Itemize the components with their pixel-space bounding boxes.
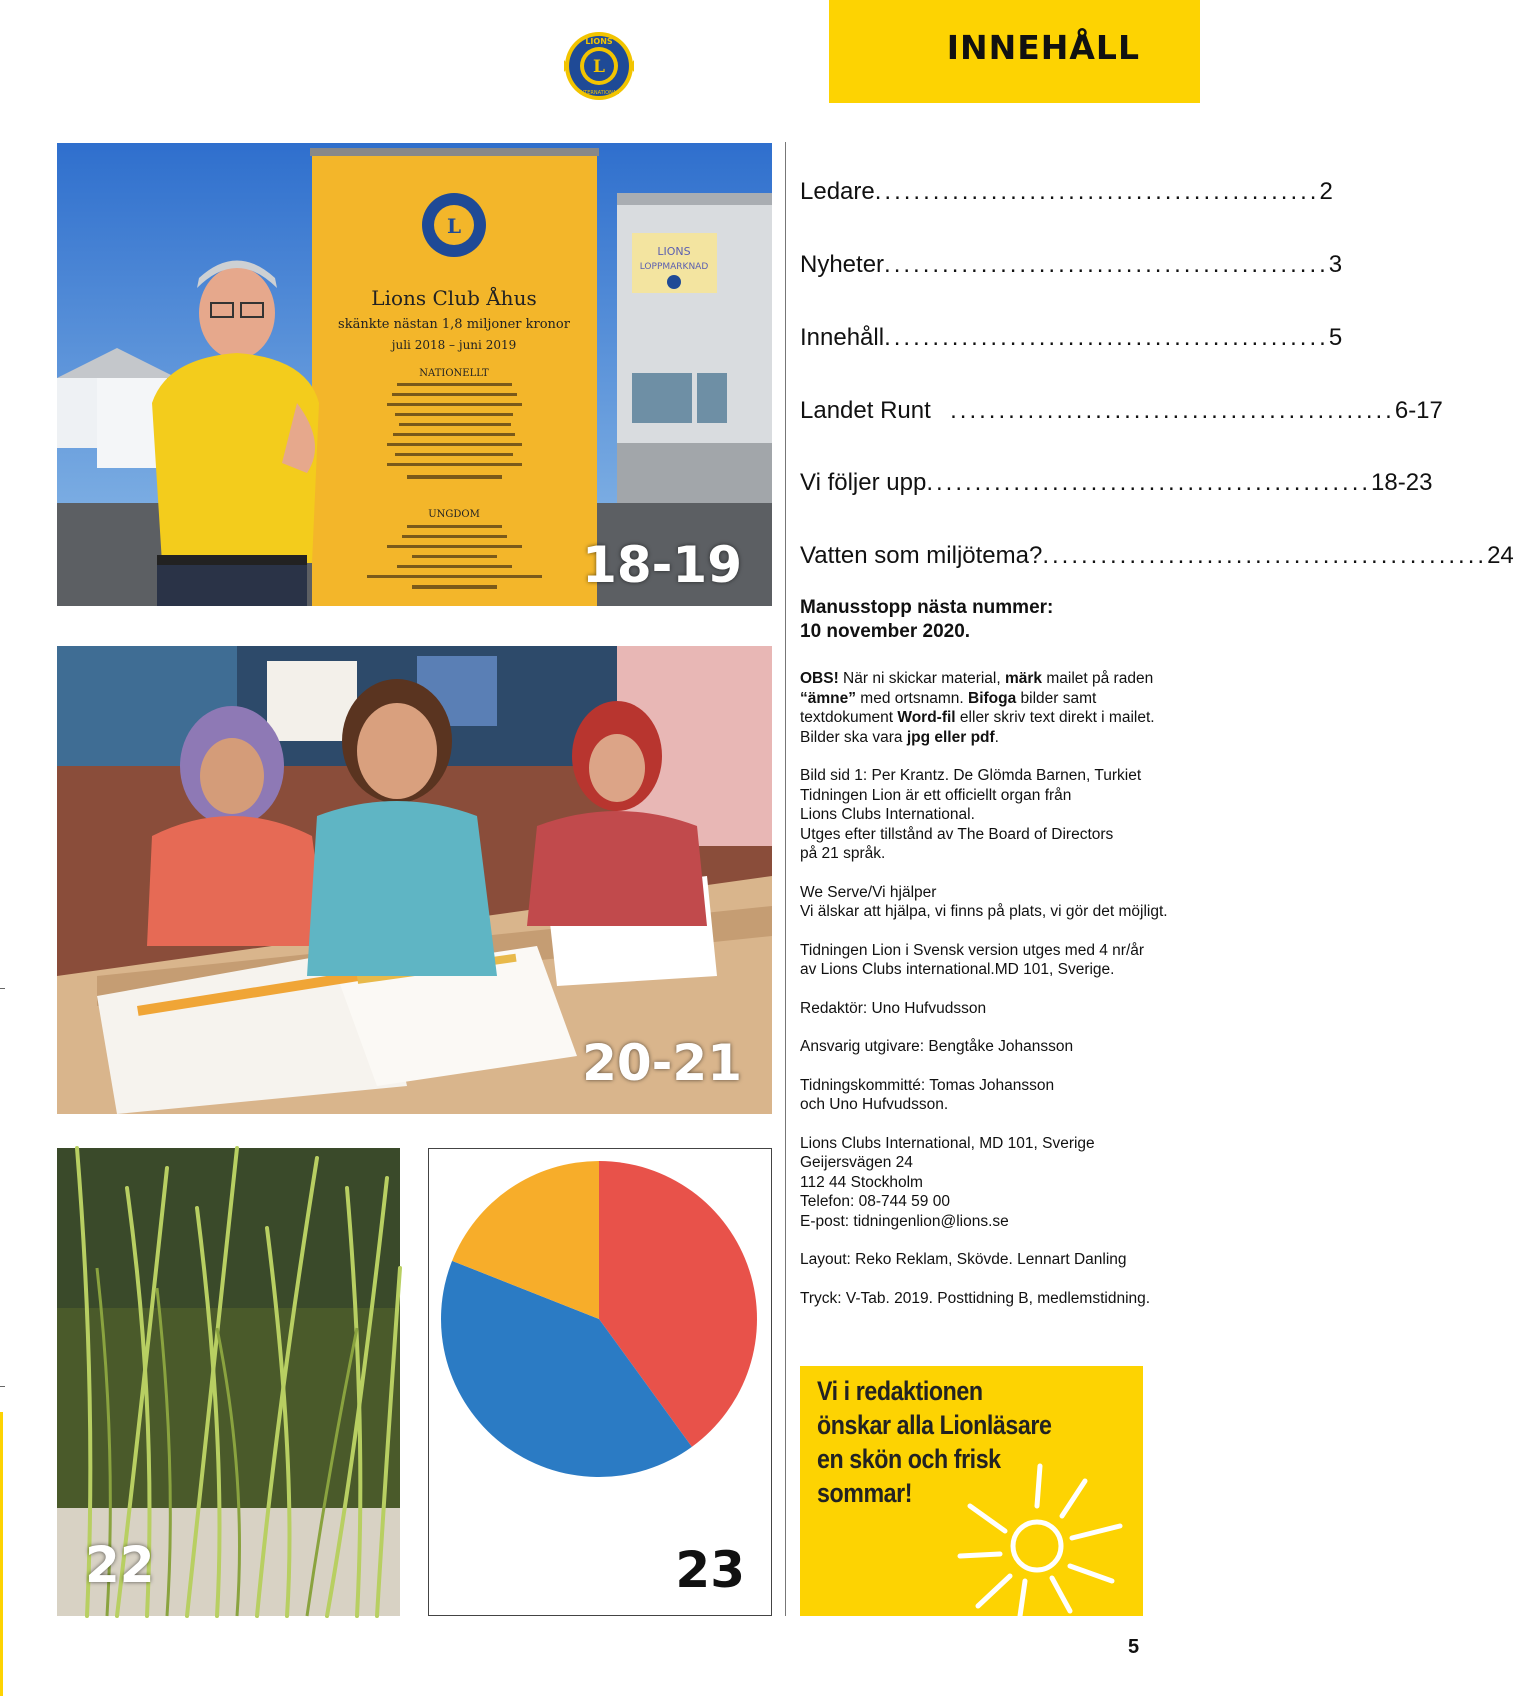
page-number: 5 [1128,1636,1140,1658]
svg-text:skänkte nästan 1,8 miljoner kr: skänkte nästan 1,8 miljoner kronor [338,317,570,332]
svg-text:LOPPMARKNAD: LOPPMARKNAD [639,262,709,272]
tidningskommitte: Tidningskommitté: Tomas Johansson och Uno Hufvudsson. [800,1076,1055,1113]
summer-greeting-box [800,1366,1143,1616]
obs-paragraph: OBS! När ni skickar material, märk mailet på raden “ämne” med ortsnamn. Bifoga bilder samt textdokument Word-fil eller skriv text direkt i mailet. Bilder ska vara jpg eller pdf. [800,670,1155,746]
photo-schoolchildren [57,646,772,1114]
svg-text:L: L [593,57,605,77]
photo-seagrass [57,1148,400,1616]
page-ref-23: 23 [675,1541,745,1599]
bild-credit: Bild sid 1: Per Krantz. De Glömda Barnen, Turkiet Tidningen Lion är ett officiellt organ från Lions Clubs International. Utges efter tillstånd av The Board of Directors på 21 språk. [800,767,1142,862]
toc-item-landet-runt[interactable]: Landet Runt .............................................. 6-17 [800,397,1443,424]
column-divider [785,142,786,1616]
pie-chart-panel [428,1148,772,1616]
toc-item-ledare[interactable]: Ledare .............................................. 2 [800,178,1333,205]
tryck-credit: Tryck: V-Tab. 2019. Posttidning B, medlemstidning. [800,1289,1151,1307]
layout-credit: Layout: Reko Reklam, Skövde. Lennart Danling [800,1251,1127,1268]
toc-item-nyheter[interactable]: Nyheter .............................................. 3 [800,251,1343,278]
toc-item-vi-foljer-upp[interactable]: Vi följer upp .............................................. 18-23 [800,469,1433,496]
svg-text:UNGDOM: UNGDOM [428,509,480,520]
svg-text:NATIONELLT: NATIONELLT [419,368,489,379]
page-title: INNEHÅLL [946,28,1140,67]
page-ref-22: 22 [85,1536,155,1594]
redaktor: Redaktör: Uno Hufvudsson [800,999,987,1017]
svg-text:Lions Club Åhus: Lions Club Åhus [371,286,537,310]
toc-item-innehall[interactable]: Innehåll .............................................. 5 [800,324,1343,351]
svg-text:L: L [446,214,462,238]
page-ref-20-21: 20-21 [582,1034,742,1092]
info-column [800,669,1195,1327]
svg-text:INTERNATIONAL: INTERNATIONAL [578,90,620,96]
manusstopp-notice: Manusstopp nästa nummer: 10 november 2020. [800,597,1054,642]
publication-info: Tidningen Lion i Svensk version utges med 4 nr/år av Lions Clubs international.MD 101, Sverige. [800,941,1145,978]
lions-logo-icon [563,30,635,102]
header-tab [829,0,1200,103]
email-link[interactable]: E-post: tidningenlion@lions.se [800,1212,1009,1230]
svg-text:LIONS: LIONS [657,245,691,258]
crop-mark [0,1386,5,1387]
we-serve: We Serve/Vi hjälper Vi älskar att hjälpa, vi finns på plats, vi gör det möjligt. [800,883,1168,920]
ansvarig-utgivare: Ansvarig utgivare: Bengtåke Johansson [800,1038,1074,1055]
toc-item-vatten[interactable]: Vatten som miljötema? .............................................. 24 [800,542,1514,569]
summer-greeting-text: Vi i redaktionen önskar alla Lionläsare en skön och frisk sommar! [817,1376,1052,1508]
svg-text:juli 2018 – juni 2019: juli 2018 – juni 2019 [391,338,517,352]
left-edge-bar [0,1412,3,1696]
address-block: Lions Clubs International, MD 101, Sverige Geijersvägen 24 112 44 Stockholm Telefon: 08-744 59 00 E-post: tidningenlion@lions.se [800,1134,1195,1232]
svg-text:LIONS: LIONS [585,37,613,46]
page-ref-18-19: 18-19 [582,536,742,594]
crop-mark [0,988,5,989]
photo-lions-banner [57,143,772,606]
